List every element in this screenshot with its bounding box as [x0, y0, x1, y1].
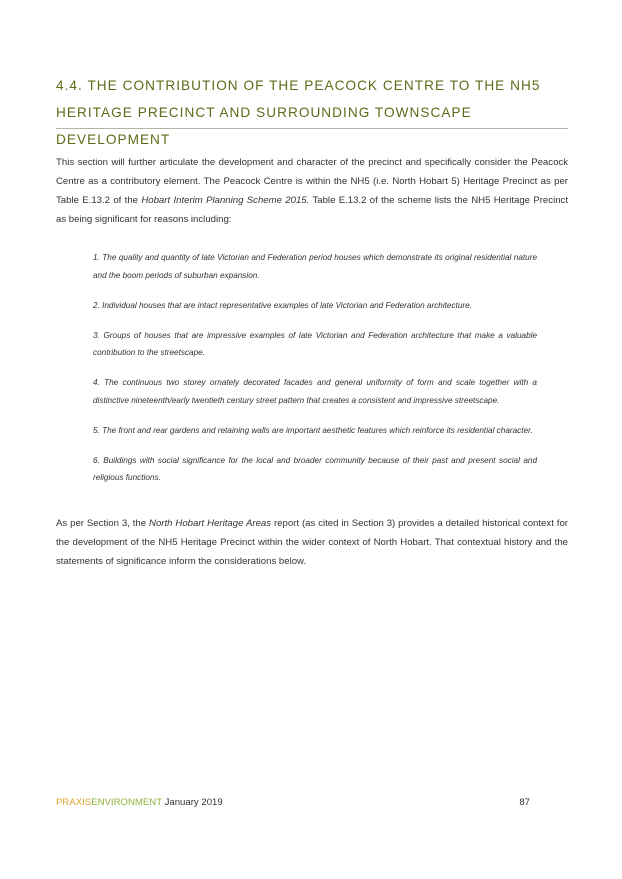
- page-footer: [56, 797, 530, 808]
- significance-item: 6. Buildings with social significance for the local and broader community because of their past and present social and religious functions.: [93, 455, 537, 482]
- closing-text-part2: report (as cited in Section 3) provides a detailed historical context for the development of the NH5 Heritage Precinct within the wider context of North Hobart. That contextual history and the statements of significance inform the considerations below.: [56, 518, 568, 567]
- significance-item: 4. The continuous two storey ornately decorated facades and general uniformity of form and scale together with a distinctive nineteenth/early twentieth century street pattern that creates a consistent and impressive streetscape.: [93, 378, 537, 405]
- footer-brand-praxis: PRAXIS: [56, 797, 92, 808]
- significance-item: 1. The quality and quantity of late Victorian and Federation period houses which demonstrate its original residential nature and the boom periods of suburban expansion.: [93, 253, 537, 280]
- footer-date: January 2019: [161, 797, 223, 808]
- heading-divider: [56, 128, 568, 129]
- closing-text-part1: As per Section 3, the: [56, 518, 150, 529]
- significance-item: 2. Individual houses that are intact representative examples of late Victorian and Federation architecture.: [93, 300, 472, 310]
- section-heading: 4.4. THE CONTRIBUTION OF THE PEACOCK CENTRE TO THE NH5 HERITAGE PRECINCT AND SURROUNDING TOWNSCAPE DEVELOPMENT: [56, 78, 541, 147]
- significance-list: [93, 249, 537, 499]
- planning-scheme-title: Hobart Interim Planning Scheme 2015.: [141, 195, 310, 206]
- intro-paragraph: [56, 153, 568, 229]
- closing-paragraph: [56, 514, 568, 571]
- significance-item: 5. The front and rear gardens and retaining walls are important aesthetic features which reinforce its residential character.: [93, 425, 533, 435]
- intro-text-part1: This section will further articulate the development and character of the precinct and specifically consider the Peacock Centre as a contributory element. The Peacock Centre is within the NH5 (i.e. North Hobart 5) Heritage Precinct as per Table E.13.2 of the: [56, 157, 568, 206]
- intro-text-part2: Table E.13.2 of the scheme lists the NH5 Heritage Precinct as being significant for reasons including:: [56, 195, 568, 225]
- footer-brand-environment: ENVIRONMENT: [91, 797, 162, 808]
- report-title: North Hobart Heritage Areas: [149, 518, 272, 529]
- significance-item: 3. Groups of houses that are impressive examples of late Victorian and Federation architecture that make a valuable contribution to the streetscape.: [93, 330, 537, 357]
- page-number: 87: [519, 797, 530, 808]
